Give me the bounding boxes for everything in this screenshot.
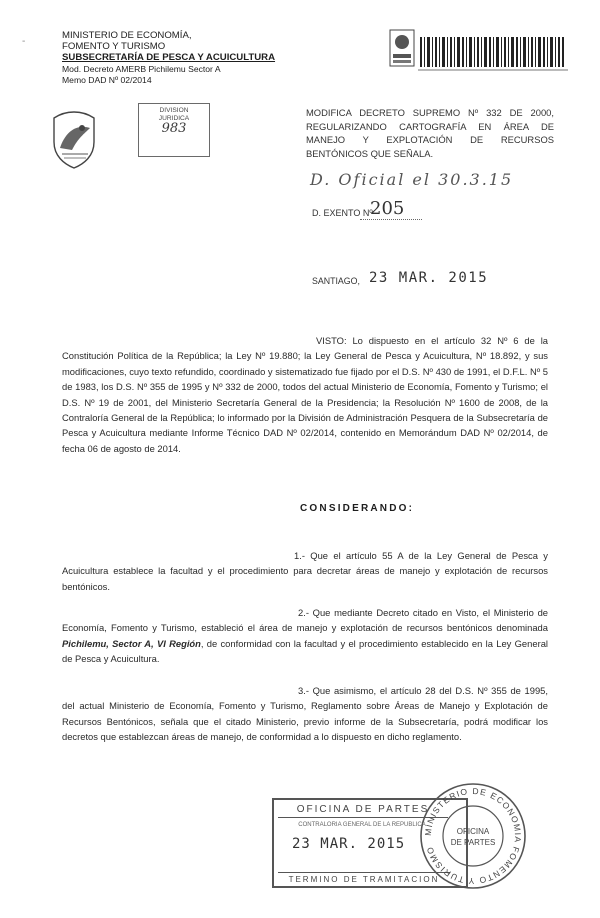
- government-crest-icon: [48, 108, 100, 170]
- stamp-title: OFICINA DE PARTES: [278, 804, 448, 818]
- amerb-name: Pichilemu, Sector A, VI Región: [62, 637, 201, 649]
- subsecretaria-name: SUBSECRETARÍA DE PESCA Y ACUICULTURA: [62, 52, 276, 64]
- stamp-number: 983: [161, 121, 187, 136]
- seal-center-2: DE PARTES: [450, 838, 496, 847]
- ministry-name: MINISTERIO DE ECONOMÍA,: [62, 30, 192, 41]
- place: SANTIAGO,: [312, 276, 360, 286]
- memo-line: Memo DAD Nº 02/2014: [62, 74, 152, 85]
- reference-line: Mod. Decreto AMERB Pichilemu Sector A: [62, 63, 221, 74]
- stamp-subtitle: CONTRALORIA GENERAL DE LA REPUBLICA: [298, 822, 426, 828]
- stamp-date: 23 MAR. 2015: [292, 836, 406, 852]
- letterhead: [62, 30, 292, 86]
- seal-ring-text: MINISTERIO DE ECONOMIA FOMENTO Y TURISMO: [422, 785, 524, 887]
- stamp-line-2: JURIDICA: [158, 115, 190, 122]
- document-title: MODIFICA DECRETO SUPREMO Nº 332 DE 2000, REGULARIZANDO CARTOGRAFÍA EN ÁREA DE MANEJO Y EXPLOTACIÓN DE RECURSOS BENTÓNICOS QUE SEÑALA.: [306, 107, 554, 159]
- considerando-heading: CONSIDERANDO:: [300, 503, 415, 514]
- decree-underline: [360, 219, 422, 220]
- seal-icon: [388, 28, 416, 68]
- decree-date: 23 MAR. 2015: [369, 270, 489, 286]
- margin-mark: -: [22, 36, 26, 47]
- considerando-2: 2.- Que mediante Decreto citado en Visto, el Ministerio de Economía, Fomento y Turismo, estableció el área de manejo y explotación de recursos bentónicos denominada Pichilemu, Sector A, VI Región, de conformidad con la facultad y el procedimiento establecido en la Ley General de Pesca y Acuicultura.: [62, 607, 548, 665]
- handwritten-note: D. Oficial el 30.3.15: [310, 170, 514, 189]
- considerando-1: 1.- Que el artículo 55 A de la Ley General de Pesca y Acuicultura establece la facultad y el procedimiento para decretar áreas de manejo y explotación de recursos bentónicos.: [62, 550, 548, 592]
- visto-paragraph: VISTO: Lo dispuesto en el artículo 32 Nº 6 de la Constitución Política de la República; la Ley Nº 19.880; la Ley General de Pesca y Acuicultura, Nº 18.892, y sus modificaciones, cuyo texto refundido, coordinado y sistematizado fue fijado por el D.S. Nº 430 de 1991, el D.F.L. Nº 5 de 1983, los D.S. Nº 355 de 1995 y Nº 332 de 2000, todos del actual Ministerio de Economía, Fomento y Turismo; el D.S. Nº 19 de 2001, del Ministerio Secretaría General de la Presidencia; la Resolución Nº 1600 de 2008, de la Contraloría General de la República; lo informado por la División de Administración Pesquera de la Subsecretaría de Pesca y Acuicultura mediante Informe Técnico DAD Nº 02/2014, contenido en Memorándum DAD Nº 02/2014, de fecha 06 de agosto de 2014.: [62, 335, 548, 454]
- barcode-icon: [418, 33, 568, 75]
- considerando-3: 3.- Que asimismo, el artículo 28 del D.S. Nº 355 de 1995, del actual Ministerio de Economía, Fomento y Turismo, Reglamento sobre Áreas de Manejo y Explotación de Recursos Bentónicos, señala que el citado Ministerio, previo informe de la Subsecretaría, podrá modificar los decretos que establezcan áreas de manejo, de conformidad a lo dispuesto en dicho reglamento.: [62, 685, 548, 743]
- decree-label: D. EXENTO Nº: [312, 208, 373, 218]
- stamp-footer: TERMINO DE TRAMITACION: [278, 872, 450, 884]
- ministry-name-2: FOMENTO Y TURISMO: [62, 41, 166, 53]
- seal-center-1: OFICINA: [456, 827, 490, 836]
- round-seal-icon: [418, 780, 528, 892]
- decree-number: 205: [370, 198, 405, 219]
- division-stamp: [138, 103, 210, 157]
- stamp-line-1: DIVISION: [159, 107, 189, 114]
